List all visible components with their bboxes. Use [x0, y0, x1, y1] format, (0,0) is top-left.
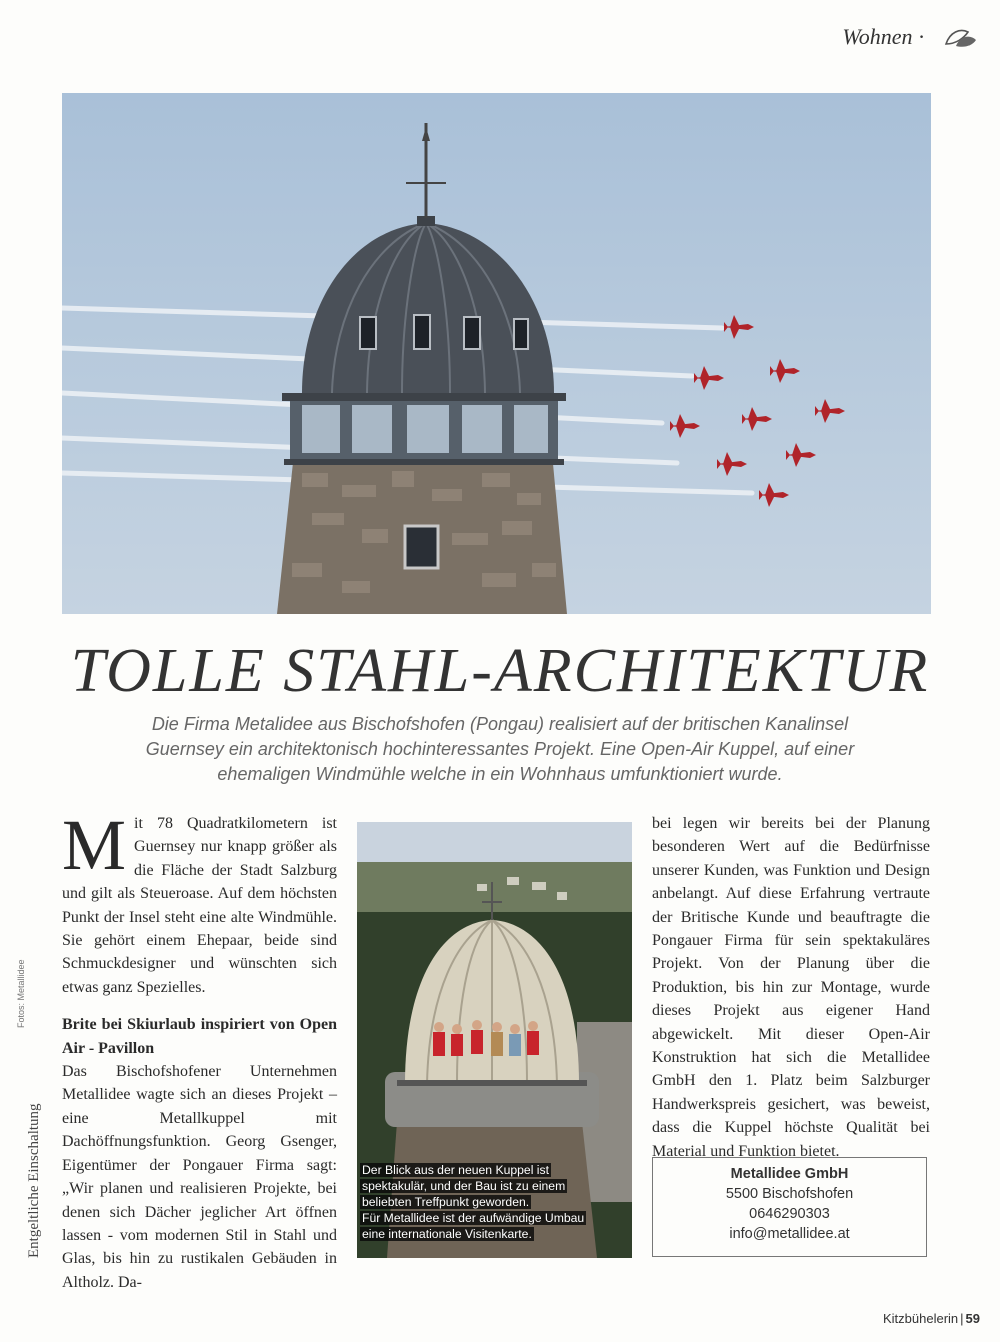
- leaf-icon: [942, 24, 978, 50]
- paragraph-body-left: Das Bischofshofener Unternehmen Metallidee wagte sich an dieses Projekt – eine Metallkuppel mit Dachöffnungsfunktion. Georg Gsenger, Eigentümer der Pongauer Firma sagt: „Wir planen und realisieren Projekte, bei denen sich Dächer jeglicher Art öffnen lassen - vom modernen Stil in Stahl und Glas, bis hin zu rustikalen Gebäuden in Altholz. Da-: [62, 1063, 337, 1291]
- company-address: 5500 Bischofshofen: [725, 1186, 854, 1202]
- text-column-right: [652, 812, 930, 1163]
- section-label: [842, 24, 930, 50]
- company-name: Metallidee GmbH: [730, 1166, 849, 1182]
- article-title: TOLLE STAHL-ARCHITEKTUR: [70, 637, 930, 705]
- photo-credit: Fotos: Metallidee: [16, 959, 26, 1028]
- drop-cap: M: [62, 805, 127, 885]
- section-name: Wohnen: [842, 24, 913, 49]
- caption-line: eine internationale Visitenkarte.: [362, 1227, 532, 1241]
- dome-interior-photo: [357, 822, 632, 1258]
- paragraph-intro-text: it 78 Quadratkilometern ist Guernsey nur knapp größer als die Fläche der Stadt Salzburg und gilt als Steueroase. Auf dem höchsten Punkt der Insel steht eine alte Windmühle. Sie gehört einem Ehepaar, beide sind Schmuckdesigner und wünschten sich etwas ganz Spezielles.: [62, 815, 337, 996]
- contact-box: [652, 1157, 927, 1257]
- photo-caption: [360, 1162, 628, 1242]
- caption-line: Für Metallidee ist der aufwändige Umbau: [362, 1211, 585, 1225]
- footer-separator: |: [960, 1311, 964, 1326]
- caption-line: Der Blick aus der neuen Kuppel ist: [362, 1163, 549, 1177]
- article-subhead: Brite bei Skiurlaub inspiriert von Open Air - Pavillon: [62, 1016, 337, 1057]
- company-email[interactable]: info@metallidee.at: [729, 1226, 850, 1242]
- section-separator: ·: [918, 24, 924, 49]
- paragraph-intro: [62, 805, 337, 999]
- company-phone: 0646290303: [749, 1206, 830, 1222]
- article-lead: Die Firma Metalidee aus Bischofshofen (Pongau) realisiert auf der britischen Kanalinsel Guernsey ein architektonisch hochinteressantes Projekt. Eine Open-Air Kuppel, auf einer ehemaligen Windmühle welche in ein Wohnhaus umfunktioniert wurde.: [145, 714, 855, 784]
- paragraph-body-right: bei legen wir bereits bei der Planung besonderen Wert auf die Bedürfnisse unserer Kunden, was Funktion und Design anbelangt. Auf diese Erfahrung vertraute der Britische Kunde und beauftragte die Pongauer Firma für sein spektakuläres Projekt. Von der Planung über die Produktion, bis hin zur Montage, wurde dieses Projekt aus eigener Hand abgewickelt. Mit dieser Open-Air Konstruktion hat sich die Metallidee GmbH den 1. Platz beim Salzburger Handwerkspreis gesichert, was beweist, dass die Kuppel höchste Qualität bei Material und Funktion bietet.: [652, 815, 930, 1160]
- page-number: 59: [965, 1311, 980, 1326]
- page-footer: [883, 1311, 980, 1326]
- text-column-left: [62, 805, 337, 1294]
- hero-photo: [62, 93, 931, 614]
- caption-line: spektakulär, und der Bau ist zu einem: [362, 1179, 566, 1193]
- magazine-name: Kitzbühelerin: [882, 1311, 959, 1326]
- caption-line: beliebten Treffpunkt geworden.: [362, 1195, 530, 1209]
- advertorial-label: Entgeltliche Einschaltung: [26, 1103, 42, 1258]
